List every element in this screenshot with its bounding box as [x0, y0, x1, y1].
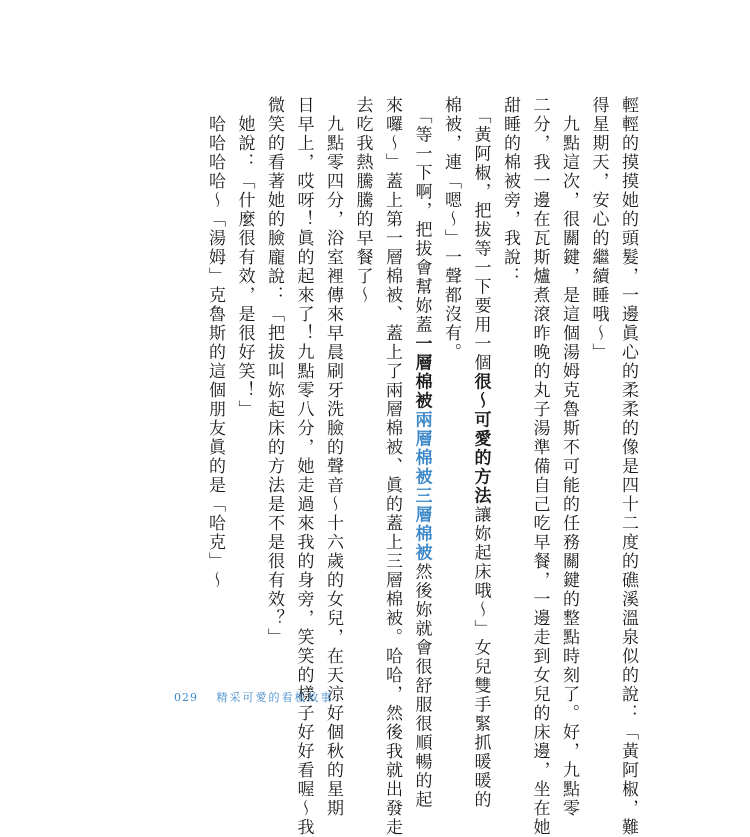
text-segment: 九點零四分，浴室裡傳來早晨刷牙洗臉的聲音～十六歲的女兒，在天涼好個秋的星期: [323, 96, 343, 818]
text-column: [259, 96, 289, 676]
text-segment: 甜睡的棉被旁，我說：: [500, 96, 520, 286]
text-column: [613, 96, 643, 837]
text-column: [554, 96, 584, 818]
book-title: 精采可愛的看板故事: [216, 691, 334, 704]
text-segment: 九點這次，很關鍵，是這個湯姆克魯斯不可能的任務關鍵的整點時刻了。好，九點零: [559, 96, 579, 818]
text-column: [347, 96, 377, 676]
text-segment: 然後妳就會很舒服很順暢的起: [411, 562, 432, 810]
page-footer: [174, 689, 334, 705]
bold-phrase: 一層棉被: [411, 334, 432, 411]
text-column: [200, 96, 230, 676]
text-segment: 二分，我一邊在瓦斯爐煮滾昨晚的丸子湯準備自己吃早餐，一邊走到女兒的床邊，坐在她: [529, 96, 550, 837]
text-segment: 「等一下啊，把拔會幫妳蓋: [411, 96, 432, 335]
text-column: [288, 96, 318, 837]
bold-phrase: 很～可愛的方法: [470, 372, 491, 506]
text-column: [229, 96, 259, 676]
text-column: [583, 96, 613, 676]
text-column: [377, 96, 407, 837]
text-segment: 得星期天，安心的繼續睡哦～」: [588, 96, 609, 362]
text-segment: 日早上，哎呀！眞的起來了！九點零八分，她走過來我的身旁，笑笑的樣子好好看喔～我: [293, 96, 314, 837]
text-column: [318, 96, 348, 818]
page-number: 029: [174, 691, 198, 704]
text-segment: 讓妳起床哦～」女兒雙手緊抓暖暖的: [470, 505, 491, 810]
text-segment: 「黃阿椒，把拔等一下要用一個: [470, 96, 491, 373]
text-segment: 去吃我熱騰騰的早餐了～: [352, 96, 373, 305]
text-column: [406, 96, 436, 810]
text-column: [524, 96, 554, 837]
text-segment: 來囉～」蓋上第一層棉被、蓋上了兩層棉被、眞的蓋上三層棉被。哈哈，然後我就出發走: [382, 96, 402, 837]
text-segment: 哈哈哈哈～「湯姆」克魯斯的這個朋友眞的是「哈克」～: [205, 96, 225, 590]
text-segment: 輕輕的摸摸她的頭髮，一邊眞心的柔柔的像是四十二度的礁溪溫泉似的說：「黃阿椒，難: [618, 96, 638, 837]
text-segment: 微笑的看著她的臉龐說：「把拔叫妳起床的方法是不是很有效？」: [264, 96, 284, 647]
text-column: [495, 96, 525, 676]
text-segment: 棉被，連「嗯～」一聲都沒有。: [441, 96, 461, 362]
highlighted-phrase: 兩層棉被: [411, 410, 432, 487]
text-segment: 她說：「什麼很有效，是很好笑！」: [234, 96, 255, 419]
text-column: [436, 96, 466, 676]
text-column: [465, 96, 495, 810]
highlighted-phrase: 三層棉被: [411, 486, 432, 563]
